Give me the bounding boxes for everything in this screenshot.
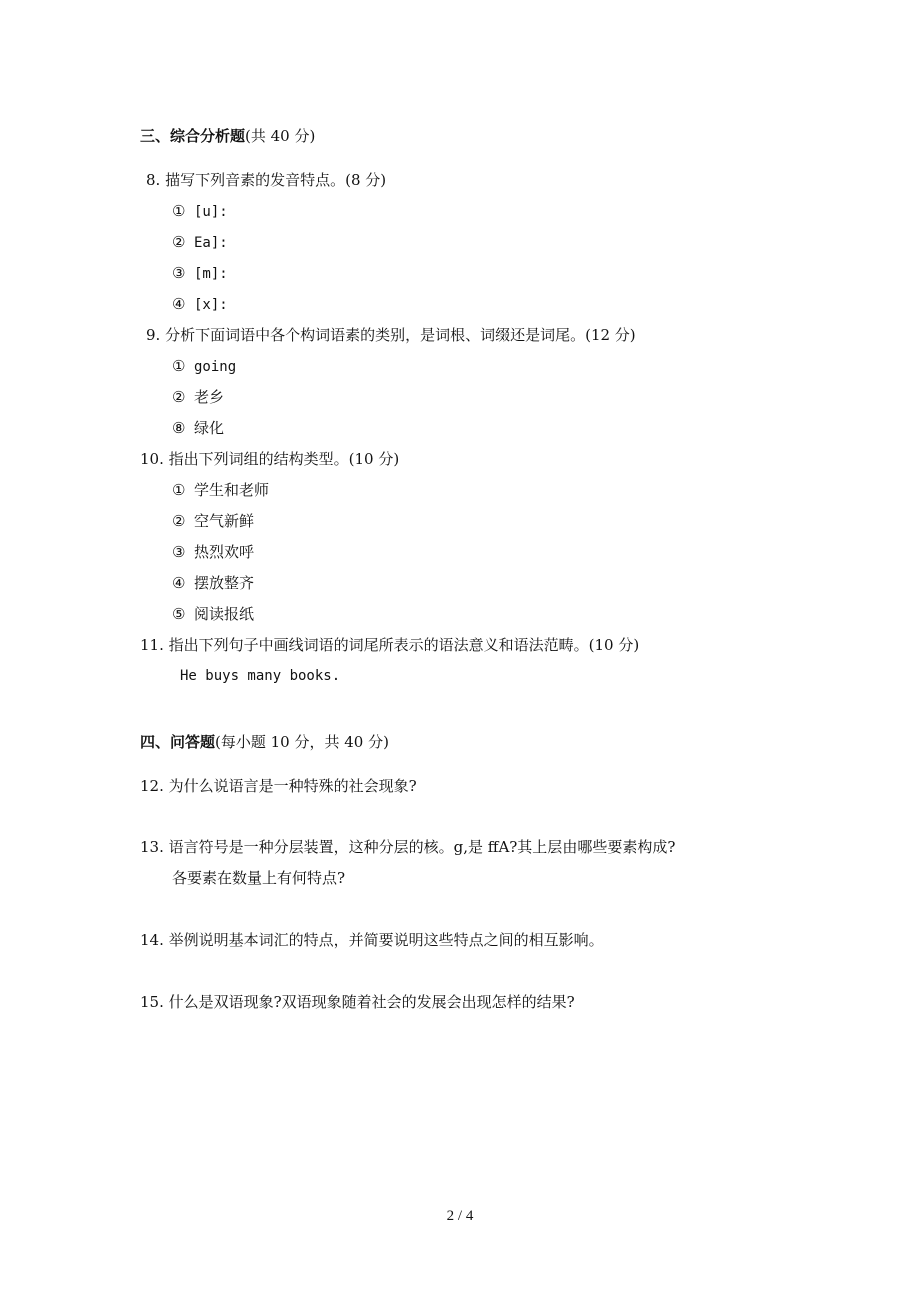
q10-item-5 [172,604,254,624]
question-14-text: 举例说明基本词汇的特点，并简要说明这些特点之间的相互影响。 [168,931,604,949]
question-10-number: 10. [140,450,164,468]
question-15 [140,992,575,1012]
item-marker: ① [172,202,186,220]
item-marker: ① [172,357,186,375]
q9-item-2 [172,387,224,407]
question-11-number: 11. [140,636,164,654]
item-marker: ⑤ [172,605,186,623]
question-13-continuation: 各要素在数量上有何特点? [172,869,346,887]
item-marker: ④ [172,295,186,313]
question-15-text: 什么是双语现象?双语现象随着社会的发展会出现怎样的结果? [168,993,575,1011]
question-14 [140,930,604,950]
item-text: 阅读报纸 [194,605,255,623]
item-text: Ea]: [194,235,228,251]
q8-item-4 [172,294,228,315]
item-text: 绿化 [194,419,225,437]
q9-item-3 [172,418,224,438]
item-text: 热烈欢呼 [194,543,255,561]
question-12-number: 12. [140,777,164,795]
question-11 [140,635,639,655]
item-marker: ⑧ [172,419,186,437]
question-8-text: 描写下列音素的发音特点。(8 分) [165,171,387,189]
question-12 [140,776,417,796]
item-text: 老乡 [194,388,225,406]
question-8-number: 8. [146,171,161,189]
question-8 [146,170,386,190]
item-marker: ② [172,233,186,251]
question-13-number: 13. [140,838,164,856]
item-marker: ① [172,481,186,499]
q8-item-2 [172,232,228,253]
q8-item-3 [172,263,228,284]
question-11-text: 指出下列句子中画线词语的词尾所表示的语法意义和语法范畴。(10 分) [168,636,640,654]
item-marker: ③ [172,264,186,282]
section-3-score: (共 40 分) [245,127,316,145]
item-text: going [194,359,237,375]
item-text: 学生和老师 [194,481,270,499]
question-13 [140,837,675,857]
question-10-text: 指出下列词组的结构类型。(10 分) [168,450,400,468]
q10-item-1 [172,480,269,500]
section-4-heading [140,732,389,752]
question-12-text: 为什么说语言是一种特殊的社会现象? [168,777,417,795]
section-4-score: (每小题 10 分，共 40 分) [215,733,389,751]
item-marker: ② [172,512,186,530]
question-13-text: 语言符号是一种分层装置，这种分层的核。g,是 ffA?其上层由哪些要素构成? [168,838,676,856]
item-text: 摆放整齐 [194,574,255,592]
q8-item-1 [172,201,228,222]
q10-item-2 [172,511,254,531]
item-text: 空气新鲜 [194,512,255,530]
question-10 [140,449,399,469]
item-text: [u]: [194,204,228,220]
question-9 [146,325,636,345]
question-9-number: 9. [146,326,161,344]
item-text: [x]: [194,297,228,313]
item-marker: ③ [172,543,186,561]
page-number: 2 / 4 [446,1208,474,1224]
section-3-title: 三、综合分析题 [140,127,246,145]
section-3-heading [140,126,315,146]
item-marker: ④ [172,574,186,592]
q10-item-4 [172,573,254,593]
item-text: [m]: [194,266,228,282]
question-11-sentence: He buys many books. [180,668,341,684]
section-4-title: 四、问答题 [140,733,216,751]
item-marker: ② [172,388,186,406]
q9-item-1 [172,356,236,377]
question-15-number: 15. [140,993,164,1011]
q10-item-3 [172,542,254,562]
question-14-number: 14. [140,931,164,949]
question-9-text: 分析下面词语中各个构词语素的类别，是词根、词缀还是词尾。(12 分) [165,326,636,344]
